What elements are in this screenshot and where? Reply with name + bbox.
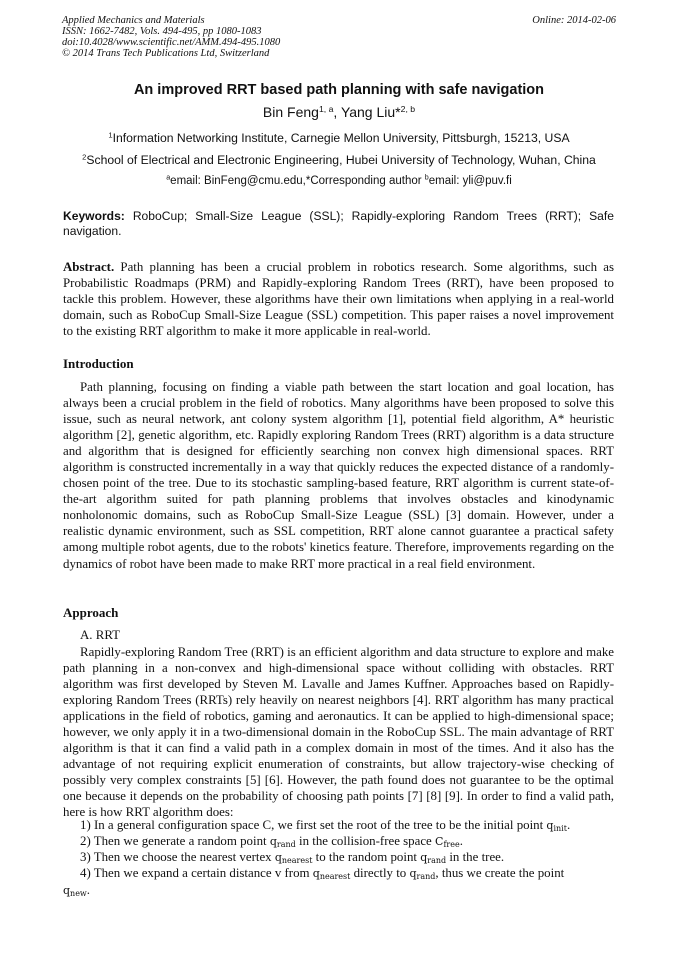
abstract-text: Path planning has been a crucial problem in robotics research. Some algorithms, such as Probabilistic Roadmaps (PRM) and Rapidly-exploring Random Trees (RRT), have been proposed to tackle this problem. However, these algorithms have their own limitations when applying in a real-world domain, such as RoboCup Small-Size League (SSL) competition. This paper raises a novel improvement to the existing RRT algorithm to make it more applicable in real-world. bbox=[63, 260, 614, 339]
introduction-heading: Introduction bbox=[63, 356, 134, 371]
q-rand-sub: rand bbox=[276, 840, 296, 849]
c-free-var: C bbox=[435, 835, 444, 848]
q-new-sub: new bbox=[70, 889, 87, 898]
step-2-end: . bbox=[459, 834, 463, 848]
affiliation-2 bbox=[0, 153, 678, 167]
online-date: Online: 2014-02-06 bbox=[532, 15, 616, 26]
author-2: Yang Liu* bbox=[340, 104, 401, 120]
step-1-end: . bbox=[566, 818, 571, 832]
abstract bbox=[63, 259, 614, 339]
step-4-text-c: , thus we create the point bbox=[435, 866, 565, 880]
affiliation-1-text: Information Networking Institute, Carnegie Mellon University, Pittsburgh, 15213, USA bbox=[112, 131, 570, 145]
copyright-line: © 2014 Trans Tech Publications Ltd, Switzerland bbox=[62, 48, 270, 59]
q-rand-var: q bbox=[269, 835, 277, 848]
affiliation-1 bbox=[0, 131, 678, 145]
q-new-var: q bbox=[63, 884, 71, 897]
step-3-end: in the tree. bbox=[446, 850, 505, 864]
q-nearest-sub: nearest bbox=[281, 856, 313, 865]
step-3-text-a: 3) Then we choose the nearest vertex bbox=[80, 850, 275, 864]
email-line bbox=[0, 175, 678, 187]
step-2-text-a: 2) Then we generate a random point bbox=[80, 834, 270, 848]
journal-header bbox=[62, 15, 280, 59]
step-1-text: 1) In a general configuration space C, we first set the root of the tree to be the initial point bbox=[80, 818, 547, 832]
doi-line: doi:10.4028/www.scientific.net/AMM.494-495.1080 bbox=[62, 37, 281, 48]
q-nearest-var: q bbox=[274, 851, 282, 864]
q-init-symbol bbox=[546, 819, 567, 832]
q-rand-sub-3: rand bbox=[416, 872, 436, 881]
email-a-sup: a bbox=[166, 173, 171, 182]
q-rand-symbol-3 bbox=[409, 867, 435, 880]
q-nearest-symbol-2 bbox=[313, 867, 351, 880]
keywords-text: RoboCup; Small-Size League (SSL); Rapidly-exploring Random Trees (RRT); Safe navigation. bbox=[63, 209, 614, 238]
introduction-paragraph: Path planning, focusing on finding a viable path between the start location and goal location, has always been a crucial problem in the field of robotics. Many algorithms have been proposed to solve this issue, such as neural network, ant colony system algorithm [1], potential field algorithm, A* heuristic algorithm [2], genetic algorithm, etc. Rapidly exploring Random Trees (RRT) algorithm is a data structure and algorithm that is designed for efficiently searching non convex high dimensional spaces. RRT algorithm is constructed incrementally in a way that quickly reduces the expected distance of a randomly-chosen point of the tree. Due to its stochastic sampling-based feature, RRT algorithm is current state-of-the-art algorithm suited for path planning problems that involves obstacles and kinodynamic nonholonomic domains, such as RoboCup Small-Size League (SSL) [3] domain. However, under a realistic dynamic environment, such as SSL competition, RRT alone cannot guarantee a practical safety among multiple robot agents, due to the robots' kinetics feature. Therefore, improvements regarding on the dynamics of robot have been made to make RRT more practical in a real field environment. bbox=[63, 380, 614, 571]
step-2 bbox=[63, 833, 614, 850]
step-3 bbox=[63, 849, 614, 866]
step-2-text-b: in the collision-free space bbox=[295, 834, 436, 848]
affiliation-1-sup: 1 bbox=[108, 130, 113, 140]
q-rand-symbol-2 bbox=[420, 851, 446, 864]
q-rand-symbol bbox=[270, 835, 296, 848]
q-nearest-symbol bbox=[275, 851, 313, 864]
step-4 bbox=[63, 865, 614, 899]
author-2-sup: 2, b bbox=[400, 103, 416, 114]
abstract-label: Abstract. bbox=[63, 260, 115, 274]
keywords bbox=[63, 209, 614, 239]
affiliation-2-text: School of Electrical and Electronic Engineering, Hubei University of Technology, Wuhan, China bbox=[86, 153, 596, 167]
step-1 bbox=[63, 817, 614, 834]
email-a-text: email: BinFeng@cmu.edu,*Corresponding author bbox=[170, 175, 425, 187]
author-1-sup: 1, a bbox=[318, 103, 334, 114]
q-rand-var-3: q bbox=[409, 867, 417, 880]
email-b-sup: b bbox=[424, 173, 429, 182]
keywords-label: Keywords: bbox=[63, 209, 125, 223]
step-4-end: . bbox=[86, 883, 91, 897]
paper-title: An improved RRT based path planning with safe navigation bbox=[133, 82, 545, 98]
q-new-symbol bbox=[63, 884, 87, 897]
q-nearest-sub-2: nearest bbox=[319, 872, 351, 881]
email-b-text: email: yli@puv.fi bbox=[428, 175, 512, 187]
journal-name: Applied Mechanics and Materials bbox=[62, 15, 205, 26]
rrt-subheading: A. RRT bbox=[80, 628, 121, 642]
approach-paragraph: Rapidly-exploring Random Tree (RRT) is an efficient algorithm and data structure to explore and make path planning in a non-convex and high-dimensional space without colliding with obstacles. RRT algorithm was first developed by Steven M. Lavalle and James Kuffner. Approaches based on Rapidly-exploring Random Trees (RRTs) rely heavily on nearest neighbors [4]. RRT algorithm has many practical applications in the field of robotics, gaming and aeronautics. It can be applied to high-dimensional space; however, we only apply it in a two-dimensional domain in the RoboCup SSL. The main advantage of RRT algorithm is that it can find a valid path in a complex domain in most of the times. And it also has the advantage of not requiring explicit enumeration of constraints, but allow trajectory-wise checking of possibly very complex constraints [5] [6]. However, the path found does not guarantee to be the optimal one because it depends on the probability of choosing path points [7] [8] [9]. In order to find a valid path, here is how RRT algorithm does: bbox=[63, 645, 614, 820]
c-free-symbol bbox=[435, 835, 460, 848]
author-separator: , bbox=[333, 104, 341, 120]
q-rand-var-2: q bbox=[420, 851, 428, 864]
author-1: Bin Feng bbox=[262, 104, 319, 120]
q-nearest-var-2: q bbox=[312, 867, 320, 880]
q-rand-sub-2: rand bbox=[427, 856, 447, 865]
step-3-text-b: to the random point bbox=[312, 850, 421, 864]
q-init-sub: init bbox=[553, 824, 567, 833]
issn-line: ISSN: 1662-7482, Vols. 494-495, pp 1080-1083 bbox=[62, 26, 262, 37]
q-init-var: q bbox=[546, 819, 554, 832]
step-4-text-a: 4) Then we expand a certain distance v from bbox=[80, 866, 313, 880]
step-4-text-b: directly to bbox=[350, 866, 410, 880]
author-line bbox=[0, 104, 678, 120]
approach-heading: Approach bbox=[63, 605, 119, 620]
affiliation-2-sup: 2 bbox=[82, 152, 87, 162]
c-free-sub: free bbox=[443, 840, 460, 849]
